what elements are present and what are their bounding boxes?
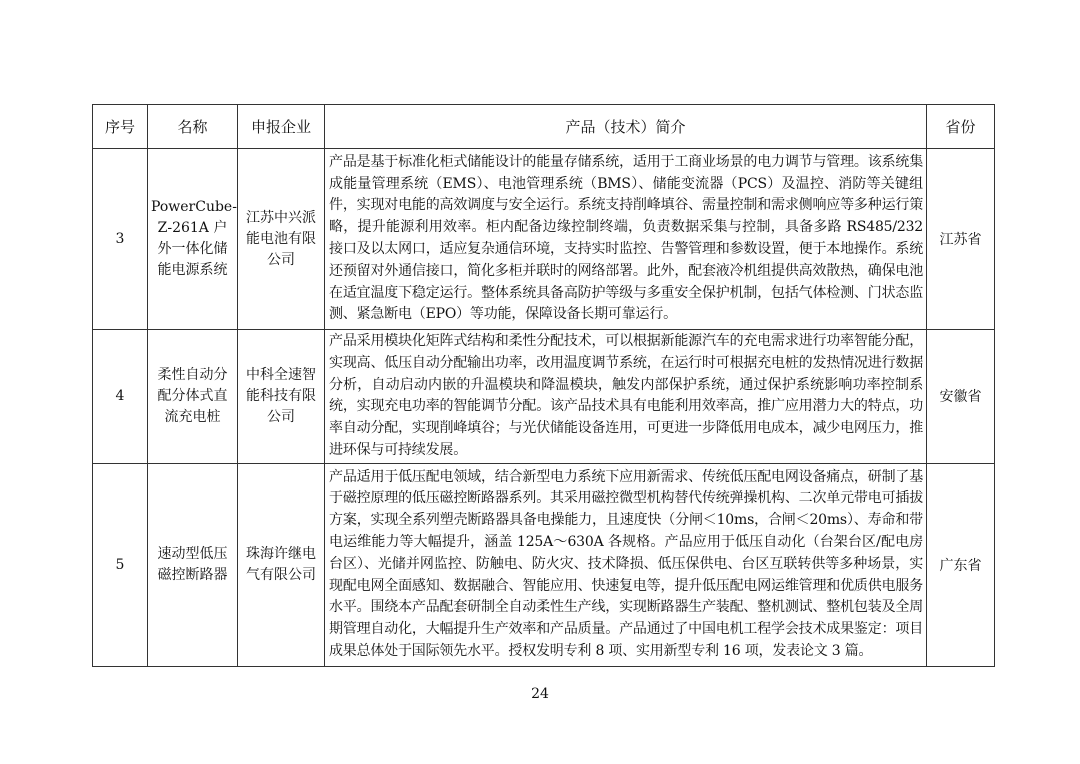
header-province: 省份 [927, 105, 995, 149]
table-row [93, 149, 995, 330]
cell-company: 江苏中兴派能电池有限公司 [238, 149, 325, 330]
page-number: 24 [531, 686, 549, 702]
header-seq: 序号 [93, 105, 148, 149]
cell-intro: 产品采用模块化矩阵式结构和柔性分配技术，可以根据新能源汽车的充电需求进行功率智能分配，实现高、低压自动分配输出功率，改用温度调节系统，在运行时可根据充电桩的发热情况进行数据分析，自动启动内嵌的升温模块和降温模块，触发内部保护系统，通过保护系统影响功率控制系统，实现充电功率的智能调节分配。该产品技术具有电能利用效率高，推广应用潜力大的特点，功率自动分配，实现削峰填谷；与光伏储能设备连用，可更进一步降低用电成本，减少电网压力，推进环保与可持续发展。 [325, 330, 927, 464]
table-row [93, 463, 995, 666]
table-header-row [93, 105, 995, 149]
header-name: 名称 [148, 105, 238, 149]
cell-intro: 产品适用于低压配电领域，结合新型电力系统下应用新需求、传统低压配电网设备痛点，研制了基于磁控原理的低压磁控断路器系列。其采用磁控微型机构替代传统弹操机构、二次单元带电可插拔方案，实现全系列塑壳断路器具备电操能力，且速度快（分闸＜10ms，合闸＜20ms）、寿命和带电运维能力等大幅提升，涵盖 125A～630A 各规格。产品应用于低压自动化（台架台区/配电房台区）、光储并网监控、防触电、防火灾、技术降损、低压保供电、台区互联转供等多种场景，实现配电网全面感知、数据融合、智能应用、快速复电等，提升低压配电网运维管理和优质供电服务水平。围绕本产品配套研制全自动柔性生产线，实现断路器生产装配、整机测试、整机包装及全周期管理自动化，大幅提升生产效率和产品质量。产品通过了中国电机工程学会技术成果鉴定：项目成果总体处于国际领先水平。授权发明专利 8 项、实用新型专利 16 项，发表论文 3 篇。 [325, 463, 927, 666]
cell-province: 安徽省 [927, 330, 995, 464]
cell-province: 江苏省 [927, 149, 995, 330]
header-intro: 产品（技术）简介 [325, 105, 927, 149]
cell-province: 广东省 [927, 463, 995, 666]
table-row [93, 330, 995, 464]
cell-intro: 产品是基于标准化柜式储能设计的能量存储系统，适用于工商业场景的电力调节与管理。该系统集成能量管理系统（EMS）、电池管理系统（BMS）、储能变流器（PCS）及温控、消防等关键组件，实现对电能的高效调度与安全运行。系统支持削峰填谷、需量控制和需求侧响应等多种运行策略，提升能源利用效率。柜内配备边缘控制终端，负责数据采集与控制，具备多路 RS485/232 接口及以太网口，适应复杂通信环境，支持实时监控、告警管理和参数设置，便于本地操作。系统还预留对外通信接口，简化多柜并联时的网络部署。此外，配套液冷机组提供高效散热，确保电池在适宜温度下稳定运行。整体系统具备高防护等级与多重安全保护机制，包括气体检测、门状态监测、紧急断电（EPO）等功能，保障设备长期可靠运行。 [325, 149, 927, 330]
cell-seq: 5 [93, 463, 148, 666]
cell-company: 中科全速智能科技有限公司 [238, 330, 325, 464]
product-table [92, 104, 995, 667]
header-company: 申报企业 [238, 105, 325, 149]
cell-name: 速动型低压磁控断路器 [148, 463, 238, 666]
cell-name: PowerCube-Z-261A 户外一体化储能电源系统 [148, 149, 238, 330]
cell-seq: 4 [93, 330, 148, 464]
cell-name: 柔性自动分配分体式直流充电桩 [148, 330, 238, 464]
cell-company: 珠海许继电气有限公司 [238, 463, 325, 666]
cell-seq: 3 [93, 149, 148, 330]
document-table-container [92, 104, 994, 667]
